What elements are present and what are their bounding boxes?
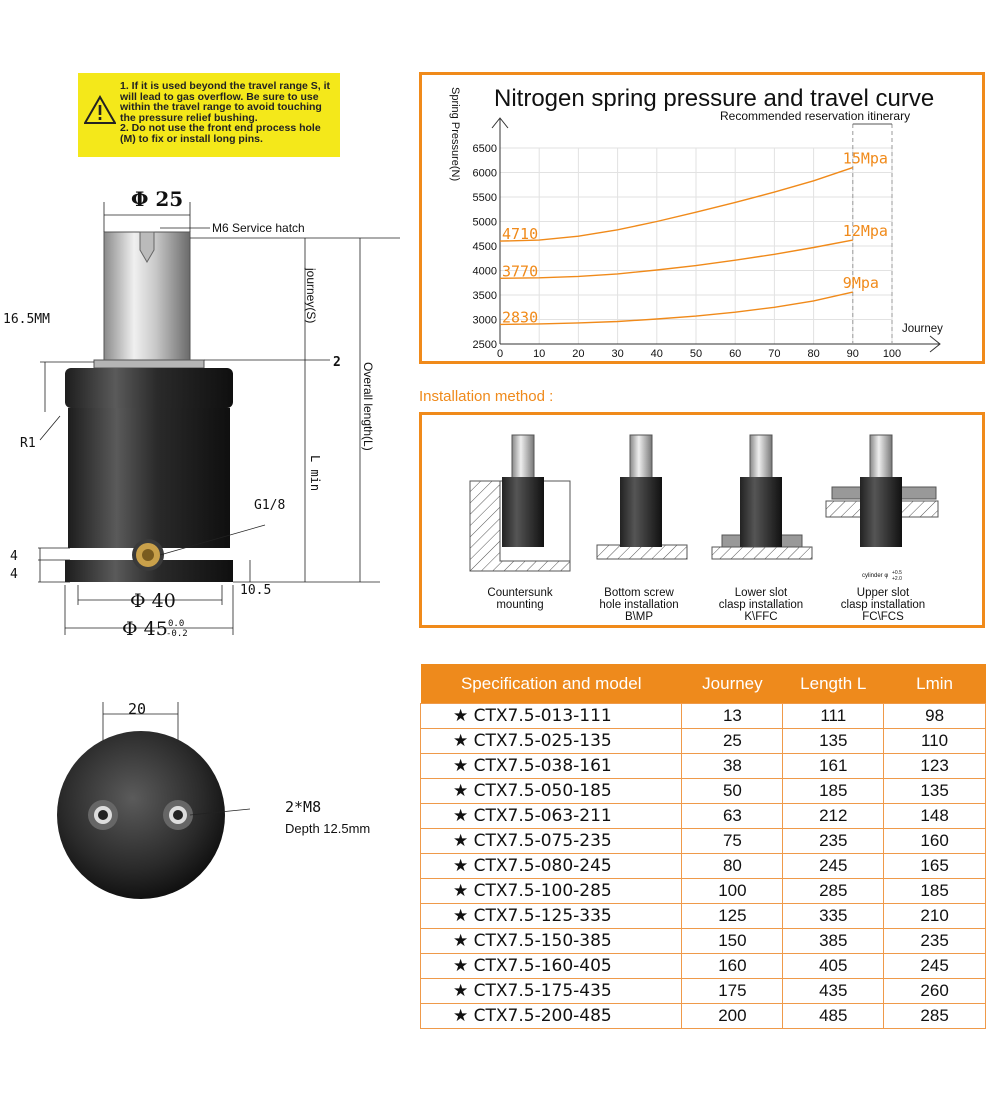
warning-triangle-icon bbox=[84, 95, 116, 125]
length-cell: 435 bbox=[783, 979, 884, 1004]
table-row bbox=[421, 1004, 986, 1029]
table-row bbox=[421, 954, 986, 979]
journey-cell: 125 bbox=[682, 904, 783, 929]
table-row bbox=[421, 879, 986, 904]
series-start-label: 3770 bbox=[502, 262, 539, 281]
lmin-cell: 260 bbox=[884, 979, 986, 1004]
lmin-cell: 185 bbox=[884, 879, 986, 904]
lmin-cell: 235 bbox=[884, 929, 986, 954]
model-cell: ★ CTX7.5-175-435 bbox=[421, 979, 682, 1004]
lmin-cell: 110 bbox=[884, 729, 986, 754]
journey-cell: 63 bbox=[682, 804, 783, 829]
model-cell: ★ CTX7.5-125-335 bbox=[421, 904, 682, 929]
model-cell: ★ CTX7.5-150-385 bbox=[421, 929, 682, 954]
service-hatch-label: M6 Service hatch bbox=[212, 221, 305, 235]
lmin-cell: 245 bbox=[884, 954, 986, 979]
phi45-label: Φ 45 bbox=[122, 618, 168, 640]
chart-subtitle: Recommended reservation itinerary bbox=[720, 109, 911, 123]
bottom-view-drawing bbox=[50, 690, 250, 910]
model-cell: ★ CTX7.5-013-111 bbox=[421, 704, 682, 729]
lmin-cell: 148 bbox=[884, 804, 986, 829]
dim10-5-label: 10.5 bbox=[240, 583, 272, 598]
depth-label: Depth 12.5mm bbox=[285, 821, 371, 836]
length-cell: 212 bbox=[783, 804, 884, 829]
phi45-tol-top: 0.0 bbox=[168, 619, 185, 629]
m8-label: 2*M8 bbox=[285, 798, 322, 816]
journey-s-label: journey(S) bbox=[304, 268, 318, 324]
lmin-cell: 135 bbox=[884, 779, 986, 804]
x-tick-label: 20 bbox=[572, 348, 585, 360]
x-tick-label: 0 bbox=[496, 348, 504, 360]
table-row bbox=[421, 829, 986, 854]
series-start-label: 2830 bbox=[502, 308, 539, 327]
journey-cell: 80 bbox=[682, 854, 783, 879]
cylinder-tol-top: +0.5 bbox=[892, 570, 902, 576]
x-tick-label: 50 bbox=[689, 348, 703, 360]
journey-cell: 150 bbox=[682, 929, 783, 954]
install-caption-2: Bottom screw hole installation B\MP bbox=[599, 587, 679, 623]
cylinder-note: cylinder φ bbox=[862, 573, 889, 579]
y-tick-label: 3500 bbox=[472, 290, 497, 302]
mm16-5-label: 16.5MM bbox=[3, 312, 50, 327]
lmin-cell: 123 bbox=[884, 754, 986, 779]
table-header-row bbox=[421, 664, 986, 704]
chart-title: Nitrogen spring pressure and travel curve bbox=[494, 85, 935, 112]
lmin-cell: 160 bbox=[884, 829, 986, 854]
y-tick-label: 3000 bbox=[472, 314, 497, 327]
lmin-label: L min bbox=[308, 455, 322, 492]
y-tick-label: 4500 bbox=[472, 241, 497, 253]
cylinder-tol-bot: +2.0 bbox=[892, 576, 902, 582]
y-tick-label: 5500 bbox=[472, 192, 497, 204]
table-row bbox=[421, 729, 986, 754]
y-tick-label: 4000 bbox=[472, 265, 497, 278]
model-cell: ★ CTX7.5-063-211 bbox=[421, 804, 682, 829]
journey-cell: 160 bbox=[682, 954, 783, 979]
install-caption-4: Upper slot clasp installation FC\FCS bbox=[840, 587, 926, 623]
length-cell: 161 bbox=[783, 754, 884, 779]
table-row bbox=[421, 904, 986, 929]
length-cell: 385 bbox=[783, 929, 884, 954]
chart-xlabel: Journey bbox=[902, 323, 943, 335]
phi45-tol-bot: -0.2 bbox=[166, 629, 188, 639]
header-model: Specification and model bbox=[421, 664, 682, 704]
journey-cell: 25 bbox=[682, 729, 783, 754]
y-tick-label: 6500 bbox=[472, 143, 497, 155]
header-lmin: Lmin bbox=[884, 664, 986, 704]
warning-box bbox=[78, 73, 340, 157]
length-cell: 285 bbox=[783, 879, 884, 904]
x-tick-label: 10 bbox=[533, 348, 546, 360]
length-cell: 185 bbox=[783, 779, 884, 804]
journey-cell: 200 bbox=[682, 1004, 783, 1029]
journey-cell: 100 bbox=[682, 879, 783, 904]
warning-text: 1. If it is used beyond the travel range S, it will lead to gas overflow. Be sure to use within the travel range to avoid touching the pressure relief bushing. 2. Do not use the front end process hole (M) to fix or install long pins. bbox=[120, 80, 331, 145]
model-cell: ★ CTX7.5-160-405 bbox=[421, 954, 682, 979]
series-name-label: 12Mpa bbox=[842, 222, 888, 241]
length-cell: 245 bbox=[783, 854, 884, 879]
y-tick-label: 2500 bbox=[472, 339, 497, 351]
journey-cell: 13 bbox=[682, 704, 783, 729]
length-cell: 135 bbox=[783, 729, 884, 754]
length-cell: 335 bbox=[783, 904, 884, 929]
x-tick-label: 60 bbox=[729, 348, 742, 360]
phi25-label: Φ 25 bbox=[131, 187, 184, 211]
series-name-label: 9Mpa bbox=[842, 274, 879, 293]
g18-label: G1/8 bbox=[254, 498, 286, 513]
lmin-cell: 285 bbox=[884, 1004, 986, 1029]
table-row bbox=[421, 704, 986, 729]
header-length: Length L bbox=[783, 664, 884, 704]
model-cell: ★ CTX7.5-075-235 bbox=[421, 829, 682, 854]
model-cell: ★ CTX7.5-100-285 bbox=[421, 879, 682, 904]
install-caption-3: Lower slot clasp installation K\FFC bbox=[718, 587, 804, 623]
x-tick-label: 40 bbox=[650, 348, 663, 360]
length-cell: 485 bbox=[783, 1004, 884, 1029]
model-cell: ★ CTX7.5-050-185 bbox=[421, 779, 682, 804]
header-journey: Journey bbox=[682, 664, 783, 704]
x-tick-label: 70 bbox=[768, 348, 781, 360]
x-tick-label: 90 bbox=[846, 348, 859, 360]
overall-length-label: Overall length(L) bbox=[361, 362, 375, 451]
dim20-label: 20 bbox=[128, 700, 147, 718]
journey-cell: 38 bbox=[682, 754, 783, 779]
y-tick-label: 6000 bbox=[472, 167, 497, 180]
table-row bbox=[421, 754, 986, 779]
lmin-cell: 210 bbox=[884, 904, 986, 929]
installation-panel bbox=[419, 412, 985, 628]
length-cell: 111 bbox=[783, 704, 884, 729]
chart-panel bbox=[419, 72, 985, 364]
installation-title: Installation method : bbox=[419, 388, 554, 405]
dim4b-label: 4 bbox=[10, 567, 18, 582]
series-name-label: 15Mpa bbox=[842, 149, 888, 168]
x-tick-label: 100 bbox=[882, 348, 902, 360]
x-tick-label: 80 bbox=[807, 348, 820, 360]
y-tick-label: 5000 bbox=[472, 216, 497, 229]
journey-cell: 175 bbox=[682, 979, 783, 1004]
phi40-label: Φ 40 bbox=[130, 590, 176, 612]
length-cell: 235 bbox=[783, 829, 884, 854]
table-row bbox=[421, 804, 986, 829]
model-cell: ★ CTX7.5-038-161 bbox=[421, 754, 682, 779]
spec-table bbox=[420, 664, 986, 1029]
series-line-15mpa bbox=[500, 168, 853, 242]
lmin-cell: 165 bbox=[884, 854, 986, 879]
model-cell: ★ CTX7.5-025-135 bbox=[421, 729, 682, 754]
model-cell: ★ CTX7.5-080-245 bbox=[421, 854, 682, 879]
journey-cell: 75 bbox=[682, 829, 783, 854]
pressure-travel-chart bbox=[422, 75, 982, 361]
lmin-cell: 98 bbox=[884, 704, 986, 729]
series-start-label: 4710 bbox=[502, 225, 539, 244]
x-tick-label: 30 bbox=[611, 348, 624, 360]
table-row bbox=[421, 979, 986, 1004]
r1-label: R1 bbox=[20, 436, 36, 451]
journey-cell: 50 bbox=[682, 779, 783, 804]
table-row bbox=[421, 929, 986, 954]
install-caption-1: Countersunk mounting bbox=[487, 587, 553, 611]
model-cell: ★ CTX7.5-200-485 bbox=[421, 1004, 682, 1029]
side-view-drawing bbox=[0, 180, 410, 650]
chart-ylabel: Spring Pressure(N) bbox=[449, 87, 461, 182]
dim4a-label: 4 bbox=[10, 549, 18, 564]
length-cell: 405 bbox=[783, 954, 884, 979]
table-row bbox=[421, 854, 986, 879]
dim2-label: 2 bbox=[333, 355, 341, 370]
table-row bbox=[421, 779, 986, 804]
